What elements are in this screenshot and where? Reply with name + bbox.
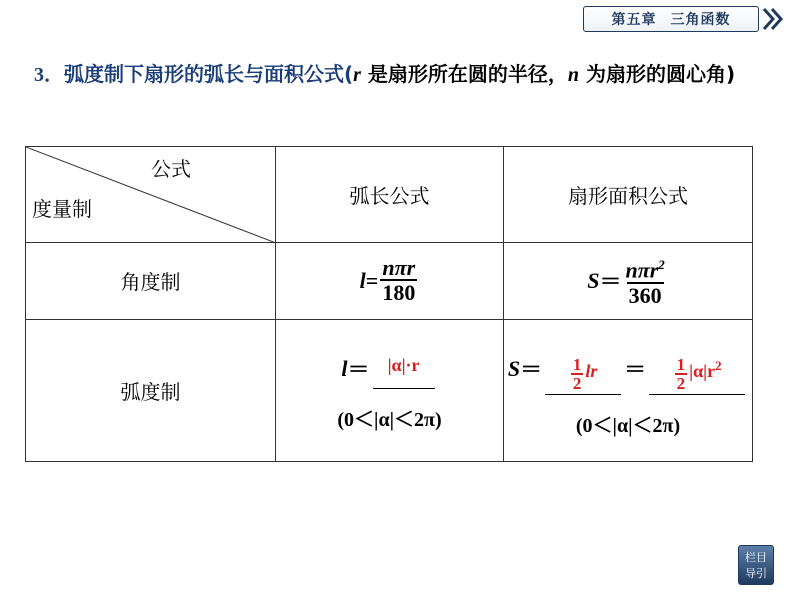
heading-var-n: n — [567, 64, 580, 86]
nav-button-line1: 栏目 — [745, 551, 767, 564]
radian-area-answer2-exp: 2 — [715, 358, 722, 374]
chapter-title: 三角函数 — [670, 12, 731, 28]
degree-arc-lhs: l — [359, 267, 366, 293]
degree-arc-denominator: 180 — [382, 279, 416, 305]
heading-text-a: 弧度制下扇形的弧长与面积公式( — [64, 62, 354, 86]
degree-area-fraction — [623, 254, 666, 307]
row-label-radian: 弧度制 — [26, 319, 276, 461]
radian-arc-range: (0＜|α|＜2π) — [337, 409, 442, 432]
degree-arc-eq: = — [365, 267, 379, 293]
degree-area-denominator: 360 — [628, 282, 662, 308]
heading-var-r: r — [353, 64, 361, 86]
radian-area-answer2-num: 1 — [676, 355, 686, 375]
corner-cell — [26, 147, 276, 243]
radian-area-range: (0＜|α|＜2π) — [575, 415, 681, 438]
radian-arc-lhs: l — [341, 355, 348, 381]
radian-area-answer2-fraction — [675, 356, 688, 392]
degree-area-numerator-exp: 2 — [658, 257, 665, 273]
chapter-number: 第五章 — [611, 12, 657, 28]
heading-text-c: 为扇形的圆心角) — [579, 62, 736, 86]
degree-area-numerator: nπr — [625, 257, 659, 283]
degree-area-eq: ＝ — [599, 269, 622, 295]
radian-area-answer2-den: 2 — [676, 374, 686, 394]
section-nav-button[interactable] — [738, 545, 774, 585]
radian-area-answer2-tail: |α|r — [689, 361, 716, 382]
radian-arc-answer: |α|·r — [387, 355, 420, 376]
radian-arc-blank — [373, 348, 435, 389]
degree-arc-cell — [276, 243, 504, 319]
radian-area-cell — [504, 319, 753, 461]
radian-area-blank-1 — [545, 342, 621, 395]
radian-area-lhs: S — [507, 355, 521, 381]
radian-arc-eq: ＝ — [347, 357, 370, 383]
col-header-arc: 弧长公式 — [276, 147, 504, 243]
section-heading — [34, 50, 764, 99]
chapter-tag — [583, 6, 759, 32]
table-header-row — [26, 147, 753, 243]
radian-arc-cell — [276, 319, 504, 461]
radian-area-eq: ＝ — [520, 357, 543, 383]
corner-label-measure: 度量制 — [32, 197, 92, 222]
corner-label-formula: 公式 — [151, 157, 191, 181]
degree-area-cell — [504, 243, 753, 319]
radian-area-blank-2 — [649, 342, 745, 395]
heading-text-b: 是扇形所在圆的半径， — [360, 62, 568, 86]
degree-area-lhs: S — [587, 267, 600, 293]
double-chevron-right-icon — [760, 6, 786, 32]
radian-area-answer1-num: 1 — [572, 355, 582, 375]
nav-button-line2: 导引 — [745, 567, 767, 580]
degree-arc-numerator: nπr — [382, 254, 416, 280]
col-header-area: 扇形面积公式 — [504, 147, 753, 243]
table-row-radian — [26, 319, 753, 461]
table-row-degree — [26, 243, 753, 319]
radian-area-answer1-den: 2 — [572, 374, 582, 394]
formula-table — [25, 146, 753, 462]
row-label-degree: 角度制 — [26, 243, 276, 319]
radian-area-answer1-tail: lr — [585, 361, 598, 382]
heading-number: 3． — [34, 64, 64, 86]
radian-area-answer1-fraction — [571, 356, 584, 392]
degree-arc-fraction — [380, 254, 417, 305]
radian-area-eq2: ＝ — [624, 357, 647, 383]
